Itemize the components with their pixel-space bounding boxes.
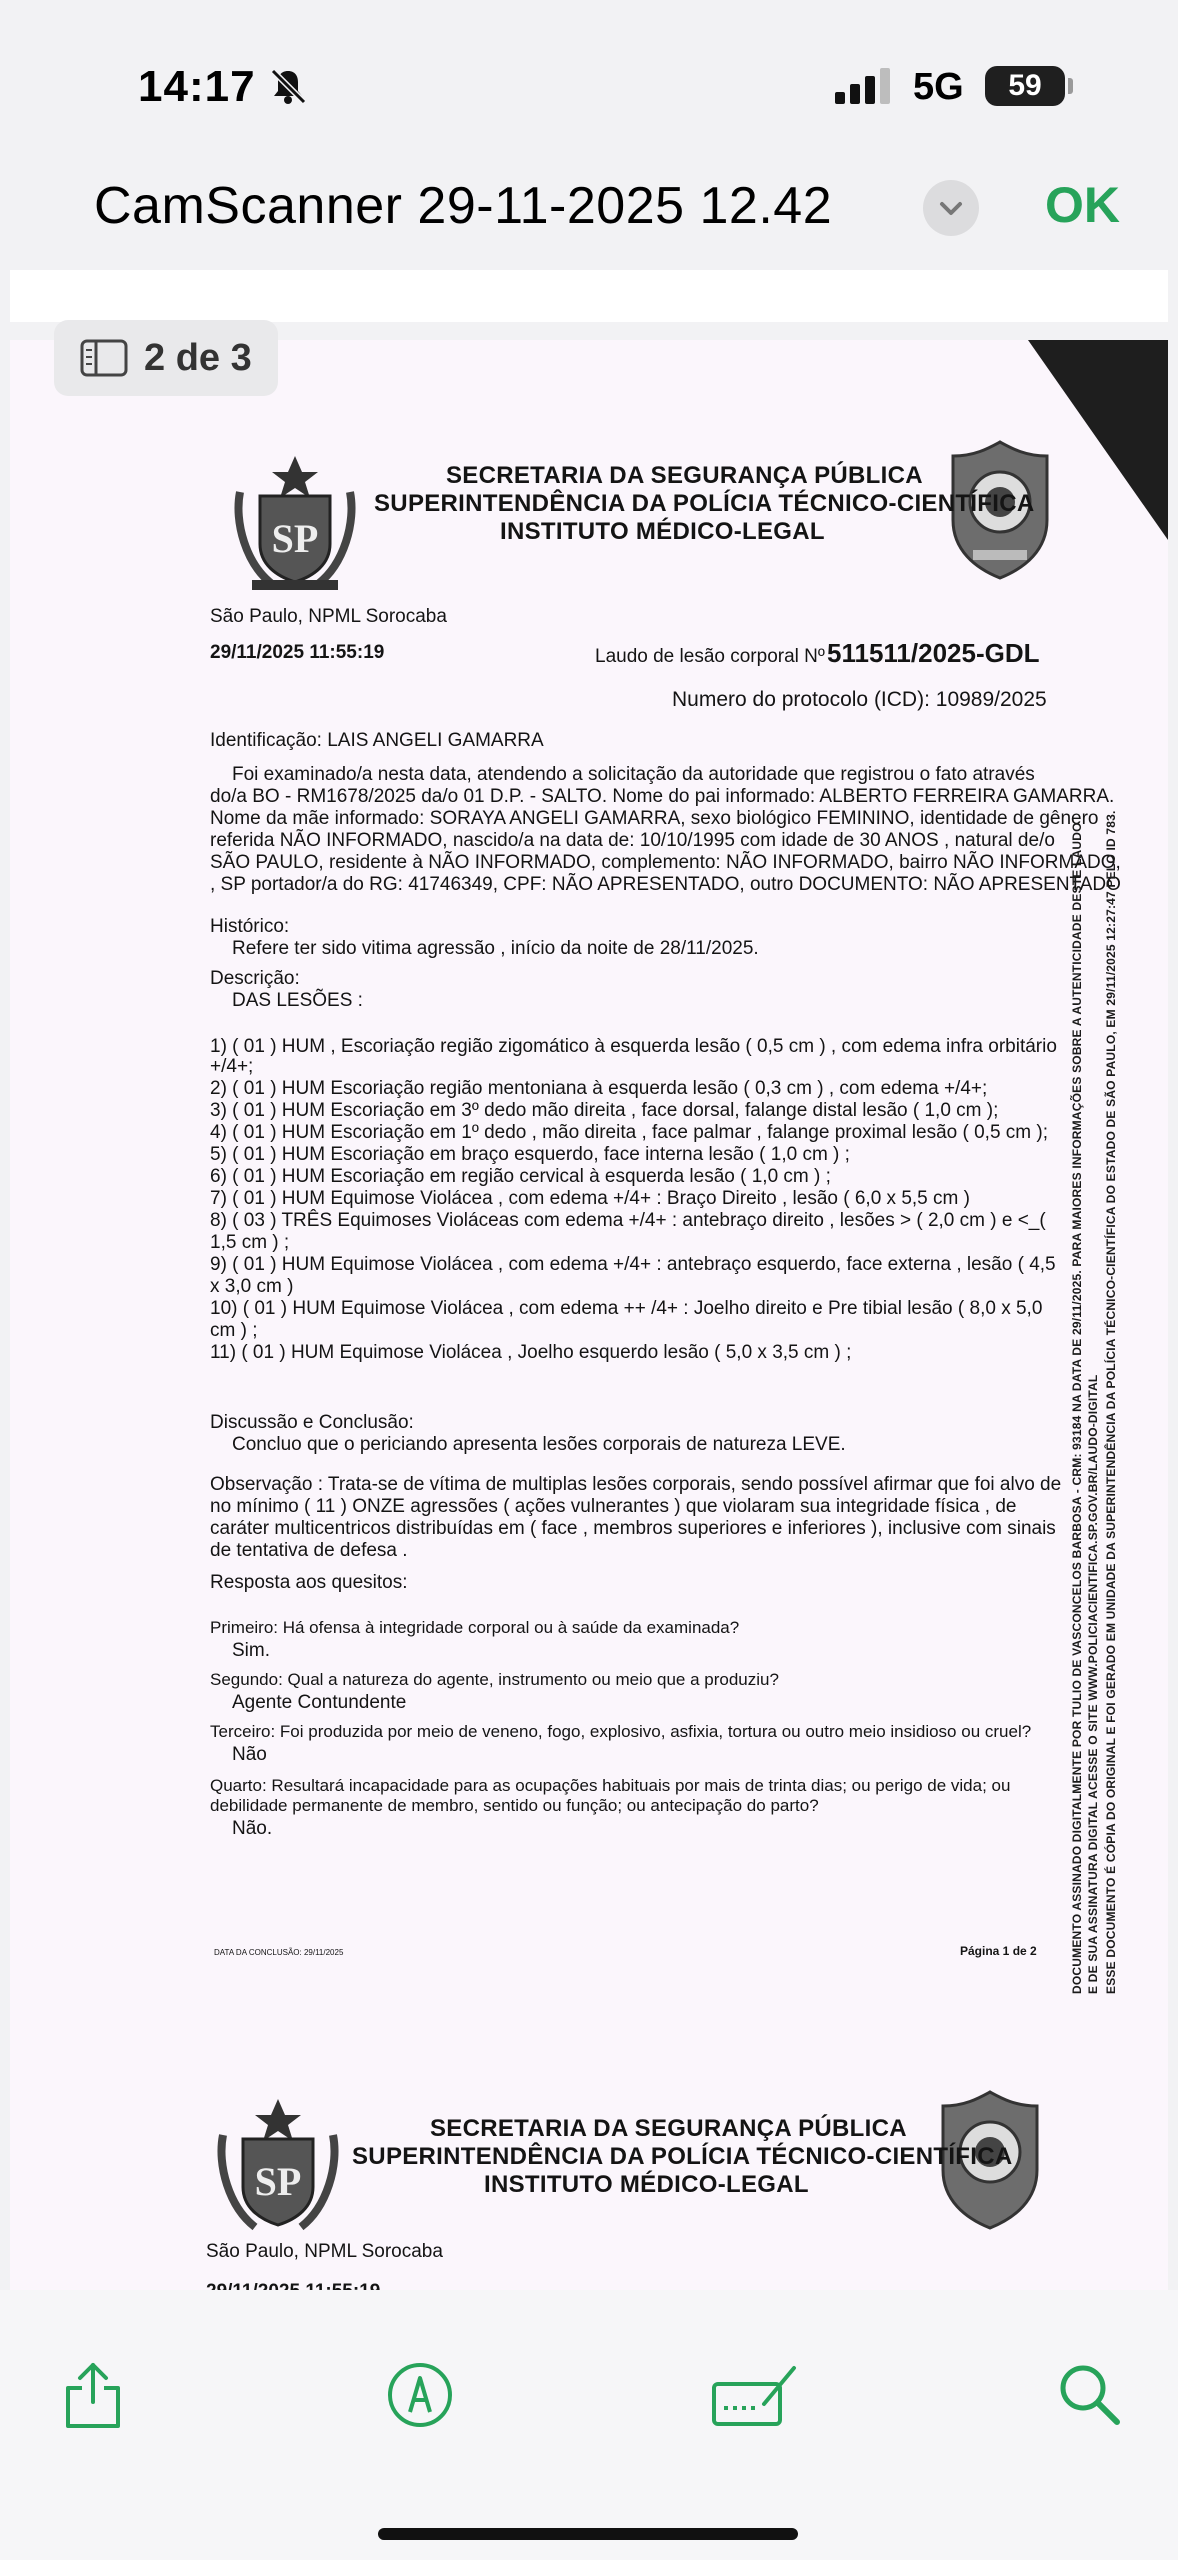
resposta-label: Resposta aos quesitos: — [210, 1572, 408, 1593]
home-indicator — [378, 2528, 798, 2540]
discussao-label: Discussão e Conclusão: — [210, 1412, 414, 1433]
share-icon — [58, 2360, 128, 2430]
page-indicator-label: 2 de 3 — [144, 336, 252, 379]
ok-button[interactable]: OK — [1045, 177, 1120, 233]
status-bar — [0, 0, 1178, 150]
lesion-line: 7) ( 01 ) HUM Equimose Violácea , com edema +/4+ : Braço Direito , lesão ( 6,0 x 5,5 cm ) — [210, 1188, 970, 1209]
lesion-line: 1,5 cm ) ; — [210, 1232, 290, 1253]
lesion-line: 10) ( 01 ) HUM Equimose Violácea , com edema ++ /4+ : Joelho direito e Pre tibial lesão ( 8,0 x 5,0 — [210, 1298, 1043, 1319]
lesion-line: 6) ( 01 ) HUM Escoriação em região cervical à esquerda lesão ( 1,0 cm ) ; — [210, 1166, 831, 1187]
pages-icon — [80, 339, 128, 377]
intro-line: SÃO PAULO, residente à NÃO INFORMADO, complemento: NÃO INFORMADO, bairro NÃO INFORMADO, — [210, 852, 1121, 873]
lesion-line: 11) ( 01 ) HUM Equimose Violácea , Joelho esquerdo lesão ( 5,0 x 3,5 cm ) ; — [210, 1342, 852, 1363]
search-icon — [1055, 2360, 1125, 2430]
observacao-line: no mínimo ( 11 ) ONZE agressões ( ações vulnerantes ) que violaram sua integridade física , de — [210, 1496, 1017, 1517]
page-number: Página 1 de 2 — [960, 1944, 1037, 1958]
question-1: Primeiro: Há ofensa à integridade corporal ou à saúde da examinada? — [210, 1618, 740, 1637]
document-viewer[interactable] — [0, 270, 1178, 2295]
doc-location: São Paulo, NPML Sorocaba — [210, 606, 447, 627]
doc-datetime: 29/11/2025 11:55:19 — [210, 642, 385, 663]
answer-1: Sim. — [232, 1640, 270, 1661]
lesion-line: 2) ( 01 ) HUM Escoriação região mentoniana à esquerda lesão ( 0,3 cm ) , com edema +/4+; — [210, 1078, 988, 1099]
historico-label: Histórico: — [210, 916, 290, 937]
signature-button[interactable] — [710, 2360, 800, 2430]
digital-signature-note: DOCUMENTO ASSINADO DIGITALMENTE POR TULIO DE VASCONCELOS BARBOSA - CRM: 93184 NA DATA DE 29/11/2025. PARA MAIORES INFORMAÇÕES SOBRE A AUTENTICIDADE DESTE LAUDO — [1070, 822, 1084, 1994]
intro-line: do/a BO - RM1678/2025 da/o 01 D.P. - SALTO. Nome do pai informado: ALBERTO FERREIRA GAMARRA. — [210, 786, 1115, 807]
lesion-line: 3) ( 01 ) HUM Escoriação em 3º dedo mão direita , face dorsal, falange distal lesão ( 1,0 cm ); — [210, 1100, 999, 1121]
svg-text:SP: SP — [254, 2159, 302, 2204]
markup-icon — [385, 2360, 455, 2430]
intro-line: Nome da mãe informado: SORAYA ANGELI GAMARRA, sexo biológico FEMININO, identidade de gênero — [210, 808, 1099, 829]
question-2: Segundo: Qual a natureza do agente, instrumento ou meio que a produziu? — [210, 1670, 779, 1689]
answer-4: Não. — [232, 1818, 273, 1839]
lesion-line: +/4+; — [210, 1056, 254, 1077]
lesion-line: 9) ( 01 ) HUM Equimose Violácea , com edema +/4+ : antebraço esquerdo, face externa , lesão ( 4,5 — [210, 1254, 1056, 1275]
signature-icon — [710, 2360, 800, 2430]
document-title[interactable]: CamScanner 29-11-2025 12.42 — [94, 177, 833, 235]
bell-slash-icon — [268, 66, 308, 106]
nav-header — [0, 160, 1178, 260]
battery-icon — [985, 66, 1065, 106]
document-page — [10, 340, 1168, 2258]
observacao-line: de tentativa de defesa . — [210, 1540, 408, 1561]
chevron-down-icon — [923, 180, 979, 236]
svg-text:SP: SP — [271, 516, 319, 561]
markup-button[interactable] — [385, 2360, 455, 2430]
lesion-line: 8) ( 03 ) TRÊS Equimoses Violáceas com edema +/4+ : antebraço direito , lesões > ( 2,0 cm ) e <_( — [210, 1210, 1046, 1231]
doc-header-line3: INSTITUTO MÉDICO-LEGAL — [500, 518, 825, 545]
intro-line: Foi examinado/a nesta data, atendendo a solicitação da autoridade que registrou o fato através — [232, 764, 1035, 785]
doc-header-line2: SUPERINTENDÊNCIA DA POLÍCIA TÉCNICO-CIENTÍFICA — [374, 490, 1035, 517]
discussao-text: Concluo que o periciando apresenta lesões corporais de natureza LEVE. — [232, 1434, 846, 1455]
identification: Identificação: LAIS ANGELI GAMARRA — [210, 730, 544, 751]
sp-coat-of-arms-icon — [215, 2095, 341, 2235]
descricao-label: Descrição: — [210, 968, 300, 989]
laudo-number: 511511/2025-GDL — [827, 638, 1040, 668]
data-conclusao: DATA DA CONCLUSÃO: 29/11/2025 — [214, 1948, 344, 1957]
search-button[interactable] — [1055, 2360, 1125, 2430]
observacao-line: caráter multicentricos distribuídas em ( face , membros superiores e inferiores ), inclusive com sinais — [210, 1518, 1056, 1539]
sp-coat-of-arms-icon — [232, 452, 358, 592]
bottom-toolbar — [0, 2290, 1178, 2560]
answer-2: Agente Contundente — [232, 1692, 407, 1713]
observacao-line: Observação : Trata-se de vítima de multiplas lesões corporais, sendo possível afirmar que foi alvo de — [210, 1474, 1062, 1495]
lesion-line: 5) ( 01 ) HUM Escoriação em braço esquerdo, face interna lesão ( 1,0 cm ) ; — [210, 1144, 850, 1165]
intro-line: , SP portador/a do RG: 41746349, CPF: NÃO APRESENTADO, outro DOCUMENTO: NÃO APRESENTADO — [210, 874, 1121, 895]
question-4-cont: debilidade permanente de membro, sentido ou função; ou antecipação do parto? — [210, 1796, 819, 1815]
title-menu-button[interactable] — [923, 180, 979, 236]
digital-signature-note: E DE SUA ASSINATURA DIGITAL ACESSE O SITE WWW.POLICIACIENTIFICA.SP.GOV.BR/LAUDO-DIGITAL — [1086, 1374, 1100, 1994]
battery-level: 59 — [1008, 69, 1042, 102]
question-3: Terceiro: Foi produzida por meio de veneno, fogo, explosivo, asfixia, tortura ou outro meio insidioso ou cruel? — [210, 1722, 1032, 1741]
answer-3: Não — [232, 1744, 267, 1765]
doc-header-line1: SECRETARIA DA SEGURANÇA PÚBLICA — [446, 462, 923, 489]
protocol-number: Numero do protocolo (ICD): 10989/2025 — [672, 688, 1047, 711]
lesion-line: cm ) ; — [210, 1320, 258, 1341]
laudo-label: Laudo de lesão corporal Nº — [595, 646, 825, 667]
doc-location: São Paulo, NPML Sorocaba — [206, 2241, 443, 2262]
battery-nub — [1068, 78, 1073, 94]
historico-text: Refere ter sido vitima agressão , início da noite de 28/11/2025. — [232, 938, 759, 959]
intro-line: referida NÃO INFORMADO, nascido/a na data de: 10/10/1995 com idade de 30 ANOS , natural de/o — [210, 830, 1055, 851]
network-type: 5G — [913, 66, 964, 108]
share-button[interactable] — [58, 2360, 128, 2430]
status-time: 14:17 — [138, 62, 256, 111]
question-4: Quarto: Resultará incapacidade para as ocupações habituais por mais de trinta dias; ou perigo de vida; ou — [210, 1776, 1011, 1795]
doc-header-line1: SECRETARIA DA SEGURANÇA PÚBLICA — [430, 2115, 907, 2142]
das-lesoes: DAS LESÕES : — [232, 990, 363, 1011]
previous-page-edge — [10, 270, 1168, 322]
doc-header-line3: INSTITUTO MÉDICO-LEGAL — [484, 2171, 809, 2198]
lesion-line: x 3,0 cm ) — [210, 1276, 294, 1297]
doc-header-line2: SUPERINTENDÊNCIA DA POLÍCIA TÉCNICO-CIENTÍFICA — [352, 2143, 1013, 2170]
cellular-signal-icon — [835, 68, 895, 104]
digital-signature-note: ESSE DOCUMENTO É CÓPIA DO ORIGINAL E FOI GERADO EM UNIDADE DA SUPERINTENDÊNCIA DA POLÍCIA TÉCNICO-CIENTÍFICA DO ESTADO DE SÃO PAULO, EM 29/11/2025 12:27:47 PELO ID 783. — [1104, 810, 1118, 1994]
page-indicator — [54, 320, 278, 396]
lesion-line: 1) ( 01 ) HUM , Escoriação região zigomático à esquerda lesão ( 0,5 cm ) , com edema infra orbitário — [210, 1036, 1057, 1057]
lesion-line: 4) ( 01 ) HUM Escoriação em 1º dedo , mão direita , face palmar , falange proximal lesão ( 0,5 cm ); — [210, 1122, 1049, 1143]
